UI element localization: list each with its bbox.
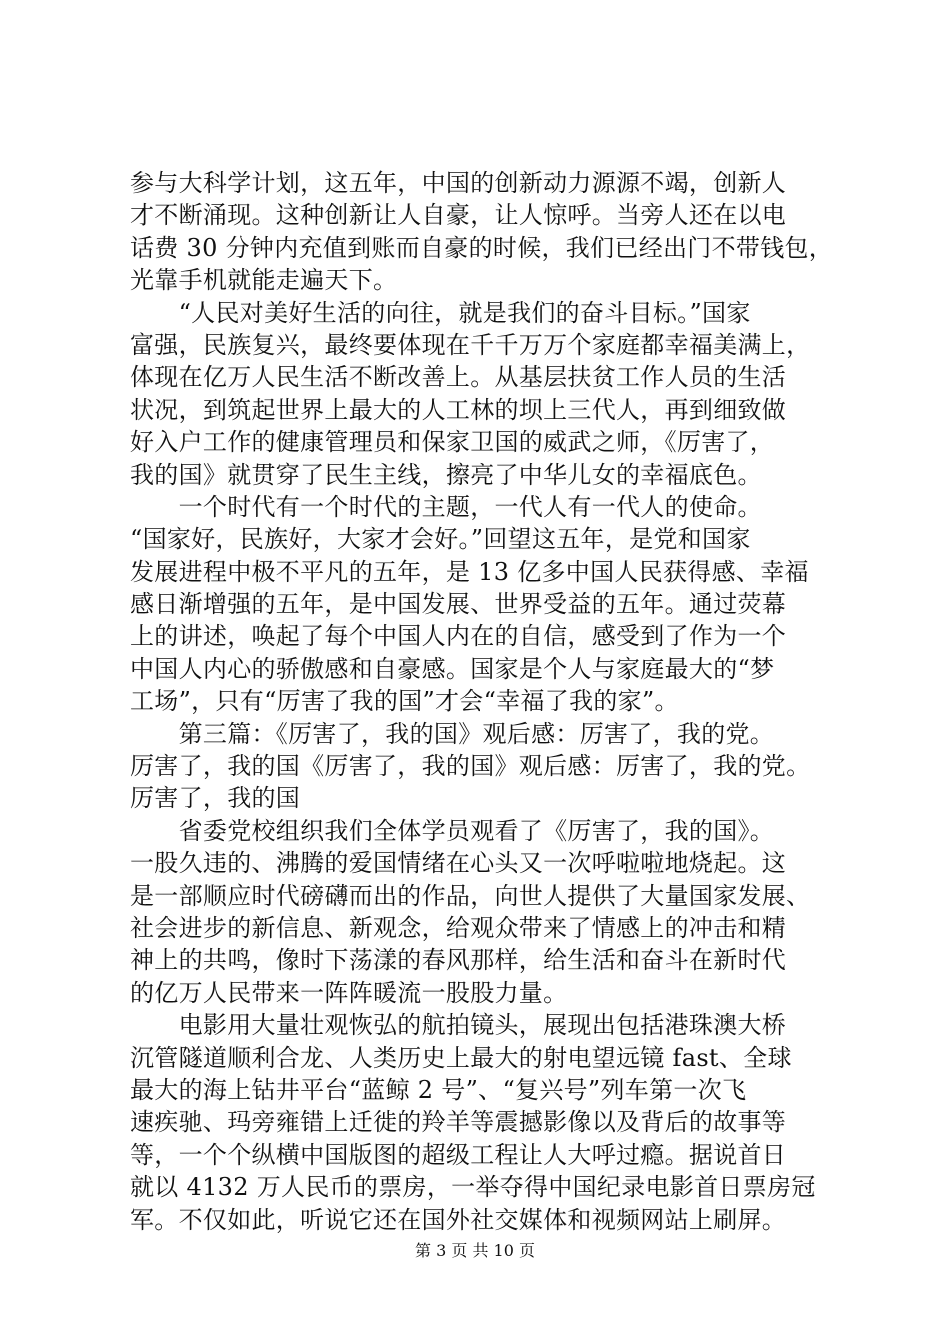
text-line: 我的国》就贯穿了民生主线，擦亮了中华儿女的幸福底色。 xyxy=(130,460,762,489)
text-line: 军。不仅如此，听说它还在国外社交媒体和视频网站上刷屏。 xyxy=(130,1205,787,1234)
text-line: 体现在亿万人民生活不断改善上。从基层扶贫工作人员的生活 xyxy=(130,363,787,392)
text-line: 的亿万人民带来一阵阵暖流一股股力量。 xyxy=(130,978,568,1007)
text-line: 省委党校组织我们全体学员观看了《厉害了，我的国》。 xyxy=(130,816,775,845)
text-line: 光靠手机就能走遍天下。 xyxy=(130,266,398,295)
text-line: 参与大科学计划，这五年，中国的创新动力源源不竭，创新人 xyxy=(130,169,787,197)
text-line: 厉害了，我的国《厉害了，我的国》观后感：厉害了，我的党。 xyxy=(130,752,811,781)
text-line: “国家好，民族好，大家才会好。”回望这五年，是党和国家 xyxy=(130,525,751,554)
text-line: 才不断涌现。这种创新让人自豪，让人惊呼。当旁人还在以电 xyxy=(130,201,787,230)
text-line: 厉害了，我的国 xyxy=(130,784,301,813)
text-line: 发展进程中极不平凡的五年，是 13 亿多中国人民获得感、幸福 xyxy=(130,557,809,586)
text-line: 速疾驰、玛旁雍错上迁徙的羚羊等震撼影像以及背后的故事等 xyxy=(130,1108,787,1137)
text-line: 第三篇：《厉害了，我的国》观后感：厉害了，我的党。 xyxy=(130,719,775,748)
text-line: 社会进步的新信息、新观念，给观众带来了情感上的冲击和精 xyxy=(130,913,787,942)
text-line: 好入户工作的健康管理员和保家卫国的威武之师，《厉害了， xyxy=(130,428,775,457)
text-line: 最大的海上钻井平台“蓝鲸 2 号”、“复兴号”列车第一次飞 xyxy=(130,1075,747,1104)
text-line: 感日渐增强的五年，是中国发展、世界受益的五年。通过荧幕 xyxy=(130,590,787,619)
page-number-footer: 第 3 页 共 10 页 xyxy=(415,1241,535,1260)
text-line: 话费 30 分钟内充值到账而自豪的时候，我们已经出门不带钱包， xyxy=(130,233,834,262)
text-line: 沉管隧道顺利合龙、人类历史上最大的射电望远镜 fast、全球 xyxy=(130,1043,792,1072)
text-line: 神上的共鸣，像时下荡漾的春风那样，给生活和奋斗在新时代 xyxy=(130,946,787,975)
text-line: “人民对美好生活的向往，就是我们的奋斗目标。”国家 xyxy=(130,298,751,327)
text-line: 等，一个个纵横中国版图的超级工程让人大呼过瘾。据说首日 xyxy=(130,1140,787,1169)
text-line: 上的讲述，唤起了每个中国人内在的自信，感受到了作为一个 xyxy=(130,622,787,651)
text-line: 工场”，只有“厉害了我的国”才会“幸福了我的家”。 xyxy=(130,687,679,716)
body-text xyxy=(130,167,835,1236)
text-line: 就以 4132 万人民币的票房，一举夺得中国纪录电影首日票房冠 xyxy=(130,1173,816,1202)
text-line: 中国人内心的骄傲感和自豪感。国家是个人与家庭最大的“梦 xyxy=(130,654,775,683)
text-line: 电影用大量壮观恢弘的航拍镜头，展现出包括港珠澳大桥 xyxy=(130,1011,787,1040)
text-line: 一个时代有一个时代的主题，一代人有一代人的使命。 xyxy=(130,492,762,521)
text-line: 一股久违的、沸腾的爱国情绪在心头又一次呼啦啦地烧起。这 xyxy=(130,849,787,878)
text-line: 富强，民族复兴，最终要体现在千千万万个家庭都幸福美满上， xyxy=(130,330,811,359)
text-line: 状况，到筑起世界上最大的人工林的坝上三代人，再到细致做 xyxy=(130,395,787,424)
text-line: 是一部顺应时代磅礴而出的作品，向世人提供了大量国家发展、 xyxy=(130,881,811,910)
